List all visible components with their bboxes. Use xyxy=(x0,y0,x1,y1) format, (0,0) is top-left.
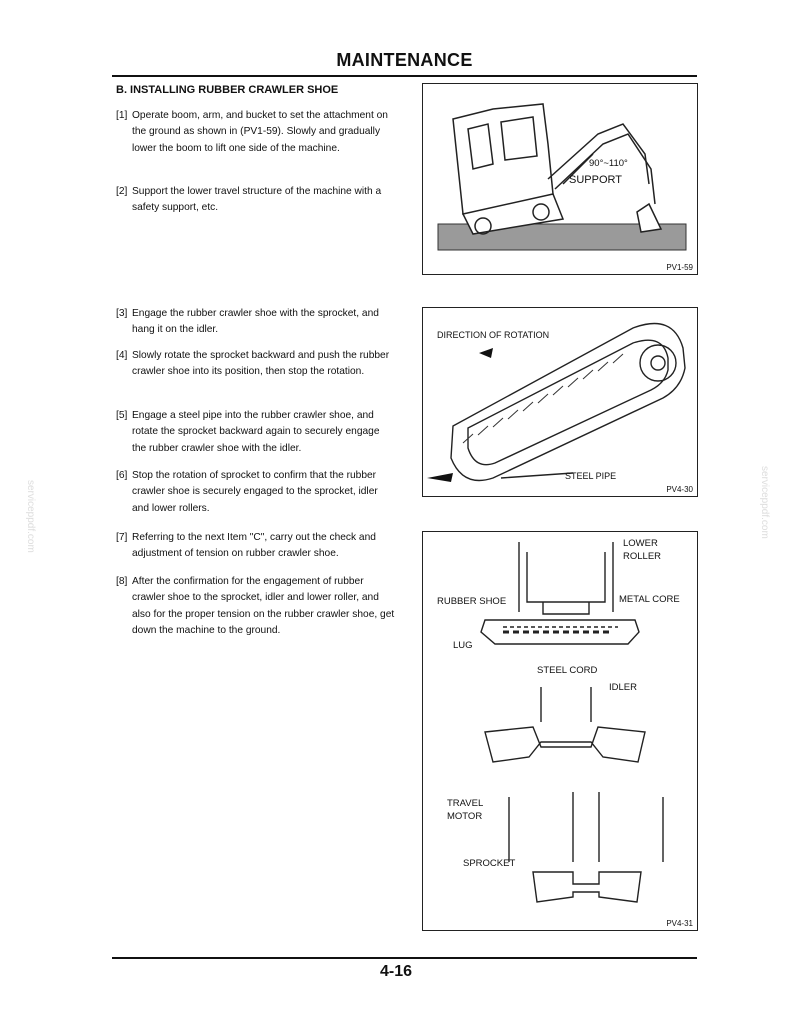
step-text: Engage a steel pipe into the rubber crawler shoe, and rotate the sprocket backward again to securely engage the rubber crawler shoe with the idler. xyxy=(132,410,380,454)
step-text: After the confirmation for the engagement of rubber crawler shoe to the sprocket, idler and lower roller, and also for the proper tension on the rubber crawler shoe, get down the machine to the ground. xyxy=(132,576,395,637)
angle-label: 90°~110° xyxy=(589,158,628,169)
steel-pipe-label: STEEL PIPE xyxy=(565,471,617,481)
footer-rule xyxy=(112,957,697,959)
metal-core-label: METAL CORE xyxy=(619,594,680,605)
step-7 xyxy=(116,530,396,563)
step-3 xyxy=(116,306,396,339)
watermark-right: serviceppdf.com xyxy=(759,466,770,539)
figure-id: PV4-31 xyxy=(666,919,693,928)
lug-label: LUG xyxy=(453,640,473,651)
step-2 xyxy=(116,184,396,217)
step-4 xyxy=(116,348,396,381)
lower-roller-label-1: LOWER xyxy=(623,538,658,549)
step-8 xyxy=(116,574,396,640)
step-text: Slowly rotate the sprocket backward and push the rubber crawler shoe into its position, then stop the rotation. xyxy=(132,350,390,378)
travel-motor-label-2: MOTOR xyxy=(447,811,483,822)
figure-crawler-rotation xyxy=(422,307,698,497)
step-number: [2] xyxy=(116,186,128,197)
steel-cord-label: STEEL CORD xyxy=(537,665,598,676)
support-label: SUPPORT xyxy=(569,174,622,186)
figure-id: PV4-30 xyxy=(666,485,693,494)
excavator-illustration xyxy=(423,84,697,274)
step-1 xyxy=(116,108,396,157)
step-number: [3] xyxy=(116,308,128,319)
page-number: 4-16 xyxy=(380,963,413,980)
travel-motor-label-1: TRAVEL xyxy=(447,798,484,809)
step-text: Operate boom, arm, and bucket to set the attachment on the ground as shown in (PV1-59). Slowly and gradually lower the boom to lift one side of the machine. xyxy=(132,110,388,154)
lower-roller-label-2: ROLLER xyxy=(623,551,662,562)
watermark-left: serviceppdf.com xyxy=(25,480,36,553)
step-text: Stop the rotation of sprocket to confirm that the rubber crawler shoe is securely engaged to the sprocket, idler and lower rollers. xyxy=(132,470,378,514)
sprocket-label: SPROCKET xyxy=(463,858,516,869)
figure-cross-sections xyxy=(422,531,698,931)
step-number: [8] xyxy=(116,576,128,587)
rubber-shoe-label: RUBBER SHOE xyxy=(437,596,507,607)
step-number: [5] xyxy=(116,410,128,421)
figure-id: PV1-59 xyxy=(666,263,693,272)
rotation-label: DIRECTION OF ROTATION xyxy=(437,330,550,340)
step-text: Referring to the next Item "C", carry out the check and adjustment of tension on rubber crawler shoe. xyxy=(132,532,376,560)
step-number: [4] xyxy=(116,350,128,361)
step-number: [7] xyxy=(116,532,128,543)
step-number: [1] xyxy=(116,110,128,121)
step-number: [6] xyxy=(116,470,128,481)
page-title: MAINTENANCE xyxy=(336,50,473,70)
page-header xyxy=(112,50,697,71)
section-title: B. INSTALLING RUBBER CRAWLER SHOE xyxy=(116,84,339,96)
step-5 xyxy=(116,408,396,457)
idler-label: IDLER xyxy=(609,682,637,693)
step-6 xyxy=(116,468,396,517)
cross-section-illustration xyxy=(423,532,697,930)
step-text: Support the lower travel structure of the machine with a safety support, etc. xyxy=(132,186,382,214)
figure-excavator-support xyxy=(422,83,698,275)
step-text: Engage the rubber crawler shoe with the sprocket, and hang it on the idler. xyxy=(132,308,379,336)
header-rule xyxy=(112,75,697,77)
